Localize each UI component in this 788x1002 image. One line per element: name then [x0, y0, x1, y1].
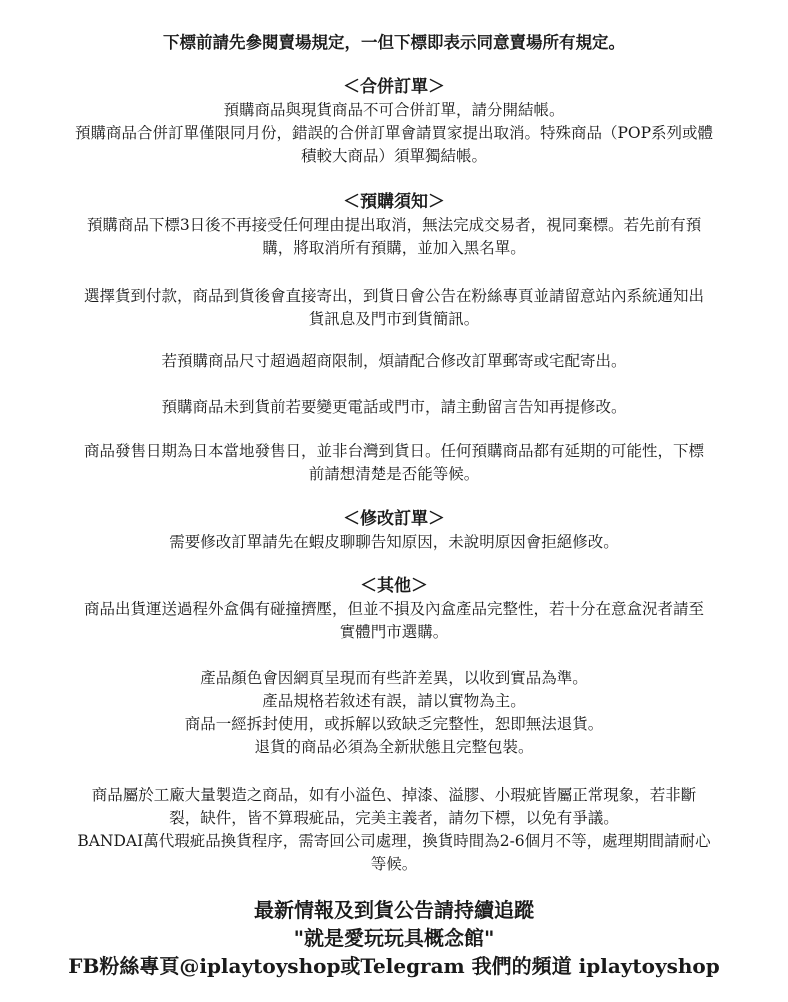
merge-line: 預購商品合併訂單僅限同月份，錯誤的合併訂單會請買家提出取消。特殊商品（POP系列或體	[74, 124, 714, 142]
product-note-line: 商品一經拆封使用，或拆解以致缺乏完整性，恕即無法退貨。	[184, 715, 604, 733]
preorder-section	[0, 190, 788, 260]
release-date-paragraph	[0, 440, 788, 486]
cod-line: 選擇貨到付款，商品到貨後會直接寄出，到貨日會公告在粉絲專頁並請留意站內系統通知出	[83, 287, 704, 305]
product-note-line: 產品規格若敘述有誤，請以實物為主。	[262, 692, 526, 710]
other-line: 商品出貨運送過程外盒偶有碰撞擠壓，但並不損及內盒產品完整性，若十分在意盒況者請至	[83, 600, 704, 618]
cod-line: 貨訊息及門市到貨簡訊。	[308, 310, 480, 328]
footer-social-line: FB粉絲專頁@iplaytoyshop或Telegram 我們的頻道 iplaytoyshop	[68, 954, 720, 978]
preorder-line: 預購商品下標3日後不再接受任何理由提出取消，無法完成交易者，視同棄標。若先前有預	[86, 216, 702, 234]
other-line: 實體門市選購。	[339, 623, 449, 641]
release-date-line: 商品發售日期為日本當地發售日，並非台灣到貨日。任何預購商品都有延期的可能性，下標	[83, 442, 704, 460]
merge-line: 預購商品與現貨商品不可合併訂單，請分開結帳。	[223, 101, 565, 119]
defect-line: 等候。	[370, 855, 418, 873]
merge-orders-section	[0, 75, 788, 168]
change-info-paragraph	[0, 396, 788, 419]
footer-shop-name: "就是愛玩玩具概念館"	[293, 926, 495, 950]
size-limit-line: 若預購商品尺寸超過超商限制，煩請配合修改訂單郵寄或宅配寄出。	[161, 352, 627, 370]
release-date-line: 前請想清楚是否能等候。	[308, 465, 480, 483]
footer-follow-line: 最新情報及到貨公告請持續追蹤	[254, 898, 534, 922]
defect-line: BANDAI萬代瑕疵品換貨程序，需寄回公司處理，換貨時間為2-6個月不等，處理期間請耐心	[77, 832, 711, 850]
product-notes-paragraph	[0, 667, 788, 759]
merge-line: 積較大商品）須單獨結帳。	[300, 147, 487, 165]
other-section	[0, 574, 788, 644]
defect-paragraph	[0, 784, 788, 876]
preorder-heading: ＜預購須知＞	[343, 192, 445, 212]
change-info-line: 預購商品未到貨前若要變更電話或門市，請主動留言告知再提修改。	[161, 398, 627, 416]
cod-paragraph	[0, 285, 788, 331]
merge-orders-heading: ＜合併訂單＞	[343, 77, 445, 97]
preorder-line: 購，將取消所有預購，並加入黑名單。	[262, 239, 526, 257]
size-limit-paragraph	[0, 350, 788, 373]
defect-line: 商品屬於工廠大量製造之商品，如有小溢色、掉漆、溢膠、小瑕疵皆屬正常現象，若非斷	[91, 786, 697, 804]
footer	[0, 896, 788, 980]
product-note-line: 產品顏色會因網頁呈現而有些許差異，以收到實品為準。	[200, 669, 588, 687]
modify-orders-heading: ＜修改訂單＞	[343, 509, 445, 529]
top-notice: 下標前請先參閱賣場規定，一但下標即表示同意賣場所有規定。	[163, 33, 625, 52]
product-note-line: 退貨的商品必須為全新狀態且完整包裝。	[254, 738, 534, 756]
modify-orders-section	[0, 507, 788, 554]
modify-line: 需要修改訂單請先在蝦皮聊聊告知原因，未說明原因會拒絕修改。	[169, 533, 619, 551]
other-heading: ＜其他＞	[360, 576, 428, 596]
defect-line: 裂，缺件，皆不算瑕疵品，完美主義者，請勿下標，以免有爭議。	[169, 809, 619, 827]
